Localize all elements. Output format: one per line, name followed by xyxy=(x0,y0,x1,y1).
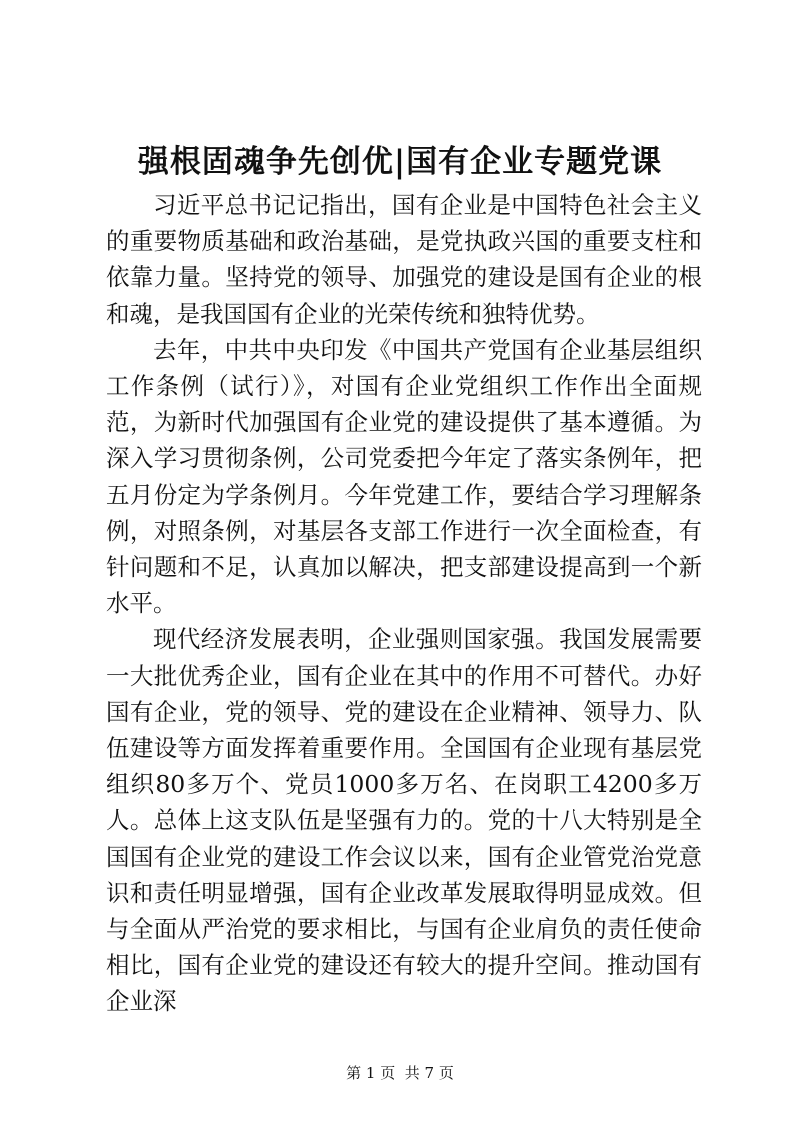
paragraph-3: 现代经济发展表明，企业强则国家强。我国发展需要一大批优秀企业，国有企业在其中的作用不可替代。办好国有企业，党的领导、党的建设在企业精神、领导力、队伍建设等方面发挥着重要作用。全国国有企业现有基层党组织80多万个、党员1000多万名、在岗职工4200多万人。总体上这支队伍是坚强有力的。党的十八大特别是全国国有企业党的建设工作会议以来，国有企业管党治党意识和责任明显增强，国有企业改革发展取得明显成效。但与全面从严治党的要求相比，与国有企业肩负的责任使命相比，国有企业党的建设还有较大的提升空间。推动国有企业深 xyxy=(106,625,702,1016)
paragraph-1: 习近平总书记记指出，国有企业是中国特色社会主义的重要物质基础和政治基础，是党执政兴国的重要支柱和依靠力量。坚持党的领导、加强党的建设是国有企业的根和魂，是我国国有企业的光荣传统和独特优势。 xyxy=(106,191,702,328)
document-body xyxy=(106,187,702,1020)
paragraph-2: 去年，中共中央印发《中国共产党国有企业基层组织工作条例（试行）》，对国有企业党组织工作作出全面规范，为新时代加强国有企业党的建设提供了基本遵循。为深入学习贯彻条例，公司党委把今年定了落实条例年，把五月份定为学条例月。今年党建工作，要结合学习理解条例，对照条例，对基层各支部工作进行一次全面检查，有针问题和不足，认真加以解决，把支部建设提高到一个新水平。 xyxy=(106,335,702,618)
page-number-label: 第 1 页 共 7 页 xyxy=(346,1064,454,1082)
document-title: 强根固魂争先创优|国有企业专题党课 xyxy=(137,144,663,180)
page-footer xyxy=(0,1063,800,1083)
